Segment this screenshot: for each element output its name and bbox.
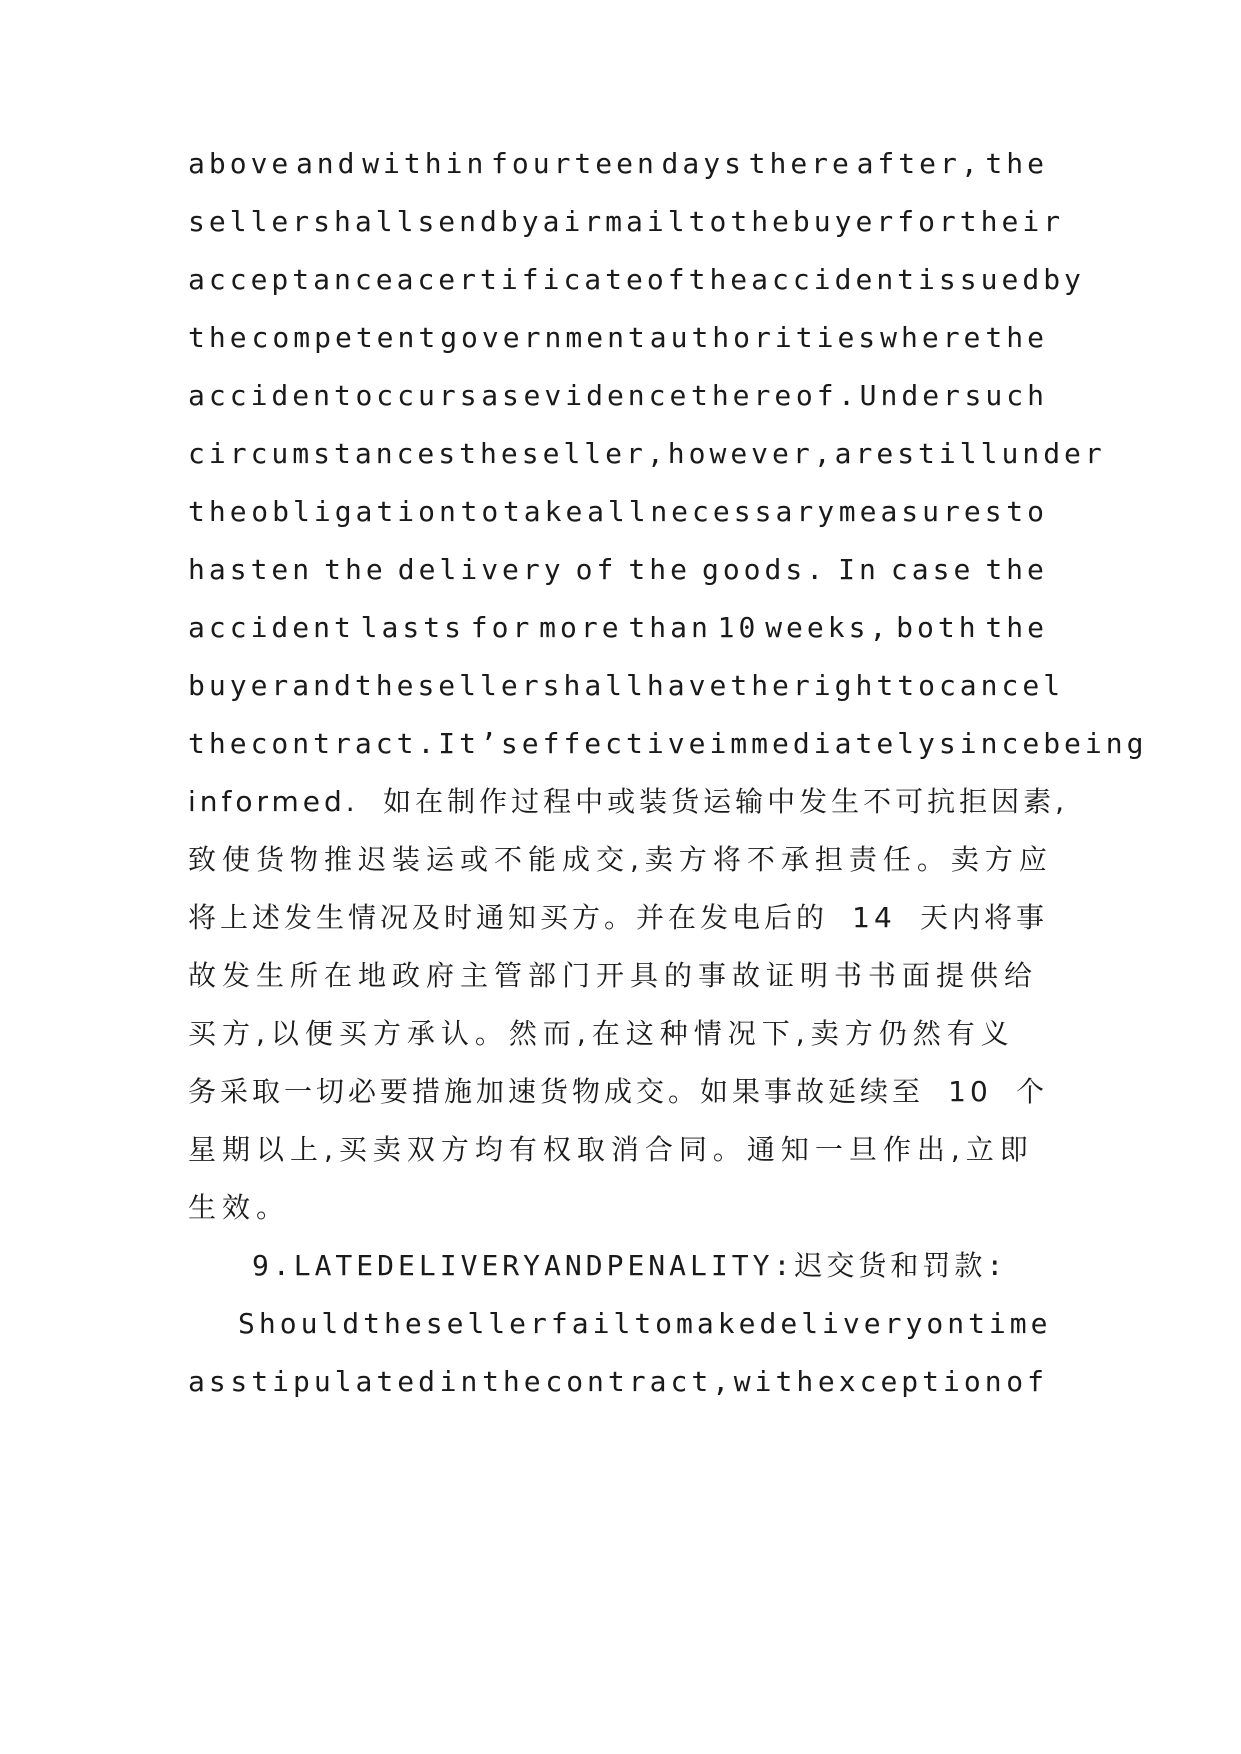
word: since	[938, 727, 1044, 760]
word: certificate	[417, 263, 647, 296]
word: hasten	[188, 553, 314, 586]
word: occurs	[355, 379, 481, 412]
word: time	[968, 1307, 1052, 1340]
word: issued	[918, 263, 1044, 296]
word: by	[1043, 263, 1085, 296]
word: s	[500, 727, 522, 760]
word: buyer	[188, 669, 293, 702]
word: the	[985, 611, 1048, 644]
word: to	[1006, 495, 1048, 528]
word: however,	[667, 437, 835, 470]
word: accident	[188, 611, 355, 644]
word: being	[1043, 727, 1148, 760]
word: Under	[859, 379, 964, 412]
text-line: 买方,以便买方承认。然而,在这种情况下,卖方仍然有义	[188, 1017, 1015, 1050]
text-line	[188, 608, 1048, 648]
word: the	[188, 727, 251, 760]
text-line: 星期以上,买卖双方均有权取消合同。通知一旦作出,立即	[188, 1133, 1034, 1166]
word: shall	[313, 205, 418, 238]
word: 将上述发生情况及时通知买方。并在发电后的	[188, 901, 829, 934]
word: than	[628, 611, 712, 644]
word: government	[440, 321, 649, 354]
text-line	[238, 1304, 1052, 1344]
word: 天内将事	[919, 901, 1048, 934]
word: a	[396, 263, 418, 296]
word: DELIVERY	[377, 1249, 545, 1282]
word: 10	[948, 1075, 992, 1108]
word: 如在制作过程中或装货运输中发生不可抗拒因素,	[383, 785, 1068, 818]
text-line: 致使货物推迟装运或不能成交,卖方将不承担责任。卖方应	[188, 843, 1053, 876]
word: seller	[417, 669, 543, 702]
word: seller	[188, 205, 314, 238]
word: cancel	[938, 669, 1065, 702]
word: 个	[1015, 1075, 1048, 1108]
word: case	[890, 553, 975, 586]
text-line: 生效。	[188, 1191, 291, 1224]
word: necessary	[650, 495, 839, 528]
word: within	[362, 147, 488, 180]
word: still	[897, 437, 1002, 470]
word: immediately	[709, 727, 939, 760]
word: such	[964, 379, 1048, 412]
text-line	[188, 1362, 1048, 1402]
word: to	[460, 495, 503, 528]
word: of	[1006, 1365, 1048, 1398]
word: evidence	[523, 379, 691, 412]
word: to	[634, 1307, 677, 1340]
text-line	[188, 724, 1148, 764]
word: under	[1001, 437, 1106, 470]
word: for	[897, 205, 960, 238]
text-line	[188, 318, 1048, 358]
text-line	[188, 898, 1048, 938]
word: shall	[542, 669, 647, 702]
text-line	[188, 144, 1048, 184]
word: are	[834, 437, 898, 470]
word: their	[959, 205, 1065, 238]
word: authorities	[649, 321, 880, 354]
word: the	[985, 321, 1048, 354]
word: goods.	[701, 553, 828, 586]
word: Should	[238, 1307, 364, 1340]
word: exception	[817, 1365, 1006, 1398]
word: the	[363, 1307, 426, 1340]
word: acceptance	[188, 263, 397, 296]
word: of	[646, 263, 689, 296]
word: measures	[838, 495, 1006, 528]
word: delivery	[759, 1307, 927, 1340]
word: 14	[852, 901, 896, 934]
word: more	[539, 611, 623, 644]
word: of	[795, 379, 838, 412]
word: by	[500, 205, 543, 238]
text-line	[188, 782, 1068, 822]
word: LATE	[293, 1249, 378, 1282]
word: the	[188, 321, 251, 354]
word: the	[324, 553, 387, 586]
word: circumstances	[188, 437, 460, 470]
word: the	[628, 553, 691, 586]
word: stipulated	[230, 1365, 439, 1398]
word: have	[646, 669, 731, 702]
text-line	[188, 260, 1085, 300]
word: take	[502, 495, 587, 528]
word: the	[985, 553, 1048, 586]
word: It’	[438, 727, 501, 760]
word: competent	[251, 321, 440, 354]
word: right	[792, 669, 898, 702]
text-line	[188, 550, 1048, 590]
word: 务采取一切必要措施加速货物成交。如果事故延续至	[188, 1075, 925, 1108]
word: there	[748, 147, 853, 180]
word: accident	[188, 379, 355, 412]
word: In	[838, 553, 880, 586]
word: in	[439, 1365, 482, 1398]
text-line	[188, 492, 1048, 532]
word: fail	[550, 1307, 635, 1340]
word: PENALITY:	[606, 1249, 795, 1282]
word: delivery	[397, 553, 565, 586]
word: after,	[856, 147, 982, 180]
word: as	[481, 379, 523, 412]
text-line	[188, 434, 1106, 474]
word: fourteen	[491, 147, 658, 180]
text-line	[188, 1072, 1048, 1112]
word: contract,	[545, 1365, 734, 1398]
word: to	[897, 669, 939, 702]
word: on	[926, 1307, 969, 1340]
word: send	[417, 205, 501, 238]
word: the	[188, 495, 251, 528]
word: all	[587, 495, 650, 528]
word: the	[730, 669, 793, 702]
word: the	[482, 1365, 545, 1398]
word: .	[838, 379, 860, 412]
word: the	[354, 669, 418, 702]
text-line: 故发生所在地政府主管部门开具的事故证明书书面提供给	[188, 959, 1039, 992]
word: seller,	[521, 437, 668, 470]
word: 迟交货和罚款:	[794, 1249, 1008, 1282]
word: the	[688, 263, 752, 296]
word: 9.	[252, 1249, 294, 1282]
word: the	[459, 437, 522, 470]
word: to	[688, 205, 731, 238]
text-line	[188, 202, 1065, 242]
word: effective	[521, 727, 710, 760]
word: the	[985, 147, 1048, 180]
word: both	[896, 611, 980, 644]
word: days	[661, 147, 745, 180]
word: weeks,	[765, 611, 891, 644]
word: make	[676, 1307, 760, 1340]
word: lasts	[360, 611, 465, 644]
word: contract.	[250, 727, 439, 760]
word: AND	[544, 1249, 607, 1282]
word: airmail	[542, 205, 689, 238]
word: the	[730, 205, 793, 238]
word: accident	[751, 263, 919, 296]
text-line	[188, 666, 1065, 706]
word: 10	[717, 611, 760, 644]
word: informed.	[188, 785, 359, 818]
word: as	[188, 1365, 230, 1398]
word: above	[188, 147, 293, 180]
word: seller	[425, 1307, 551, 1340]
text-line	[188, 376, 1048, 416]
word: with	[733, 1365, 818, 1398]
word: for	[470, 611, 534, 644]
word: and	[295, 147, 359, 180]
word: obligation	[251, 495, 460, 528]
section-heading	[252, 1246, 1008, 1286]
word: there	[690, 379, 796, 412]
word: buyer	[792, 205, 898, 238]
word: of	[575, 553, 618, 586]
word: and	[292, 669, 355, 702]
word: where	[880, 321, 985, 354]
